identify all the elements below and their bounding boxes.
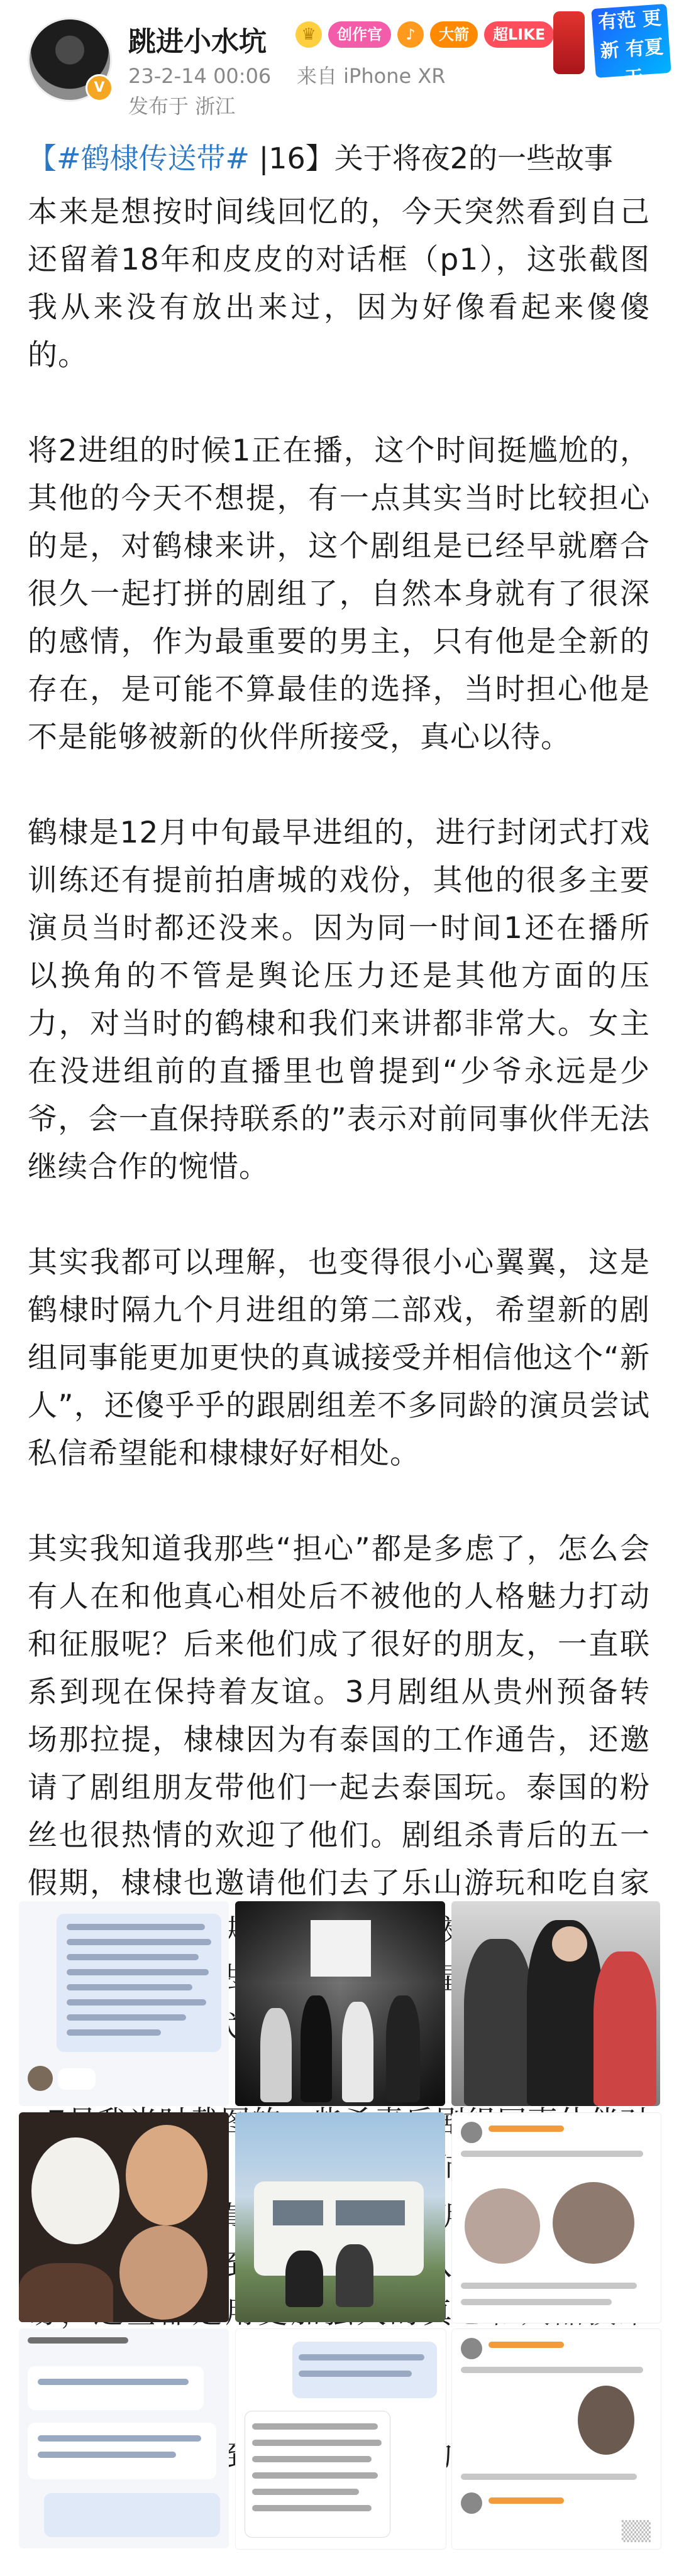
- creator-badge[interactable]: 创作官: [328, 21, 391, 48]
- paragraph: 其实我都可以理解，也变得很小心翼翼，这是鹤棣时隔九个月进组的第二部戏，希望新的剧组同事能更加更快的真诚接受并相信他这个“新人”，还傻乎乎的跟剧组差不多同龄的演员尝试私信希望能和棣棣好好相处。: [28, 1245, 650, 1471]
- photo-5[interactable]: [235, 2112, 445, 2322]
- photo-7[interactable]: [19, 2328, 229, 2548]
- big-badge[interactable]: 大箭: [430, 21, 478, 48]
- ad-banner[interactable]: 有范 更新 有夏天: [591, 4, 671, 78]
- photo-6[interactable]: [451, 2112, 661, 2323]
- paragraph: 鹤棣是12月中旬最早进组的，进行封闭式打戏训练还有提前拍唐城的戏份，其他的很多主要演员当时都还没来。因为同一时间1还在播所以换角的不管是舆论压力还是其他方面的压力，对当时的鹤棣和我们来讲都非常大。女主在没进组前的直播里也曾提到“少爷永远是少爷，会一直保持联系的”表示对前同事伙伴无法继续合作的惋惜。: [28, 816, 650, 1184]
- post-meta: [128, 60, 446, 89]
- photo-grid: [19, 1901, 660, 2548]
- ccc-badge-icon[interactable]: ♪: [397, 21, 424, 48]
- hashtag-link[interactable]: 【#鹤棣传送带#: [28, 141, 250, 175]
- verified-badge-icon: V: [86, 74, 113, 102]
- title-text: |16】关于将夜2的一些故事: [250, 141, 614, 175]
- watermark-icon: ▒▒: [621, 2521, 651, 2543]
- photo-1[interactable]: [19, 1901, 229, 2106]
- paragraph: 将2进组的时候1正在播，这个时间挺尴尬的，其他的今天不想提，有一点其实当时比较担心的是，对鹤棣来讲，这个剧组是已经早就磨合很久一起打拼的剧组了，自然本身就有了很深的感情，作为最重要的男主，只有他是全新的存在，是可能不算最佳的选择，当时担心他是不是能够被新的伙伴所接受，真心以待。: [28, 434, 650, 755]
- post-title: [28, 136, 613, 177]
- paragraph: 本来是想按时间线回忆的，今天突然看到自己还留着18年和皮皮的对话框（p1），这张截图我从来没有放出来过，因为好像看起来傻傻的。: [28, 195, 650, 373]
- paragraph: 其实我知道我那些“担心”都是多虑了，怎么会有人在和他真心相处后不被他的人格魅力打动和征服呢？后来他们成了很好的朋友，一直联系到现在保持着友谊。3月剧组从贵州预备转场那拉提，棣棣因为有泰国的工作通告，还邀请了剧组朋友带他们一起去泰国玩。泰国的粉丝也很热情的欢迎了他们。剧组杀青后的五一假期，棣棣也邀请他们去了乐山游玩和吃自家 诀 夜 送去了 星: [28, 1532, 650, 1996]
- photo-9[interactable]: [451, 2328, 661, 2550]
- photo-2[interactable]: [235, 1901, 445, 2106]
- photo-8[interactable]: [235, 2328, 446, 2550]
- post-timestamp: 23-2-14 00:06: [128, 64, 272, 88]
- post-device: 来自 iPhone XR: [296, 64, 446, 88]
- like-badge[interactable]: 超LIKE: [484, 21, 554, 48]
- post-location: 发布于 浙江: [128, 94, 236, 118]
- photo-3[interactable]: [451, 1901, 660, 2106]
- photo-4[interactable]: [19, 2112, 229, 2322]
- crown-badge-icon[interactable]: ♛: [295, 21, 322, 48]
- username[interactable]: 跳进小水坑: [128, 26, 267, 58]
- drink-can-icon: [553, 11, 585, 74]
- post-header: [0, 0, 679, 151]
- user-badges: [295, 21, 554, 48]
